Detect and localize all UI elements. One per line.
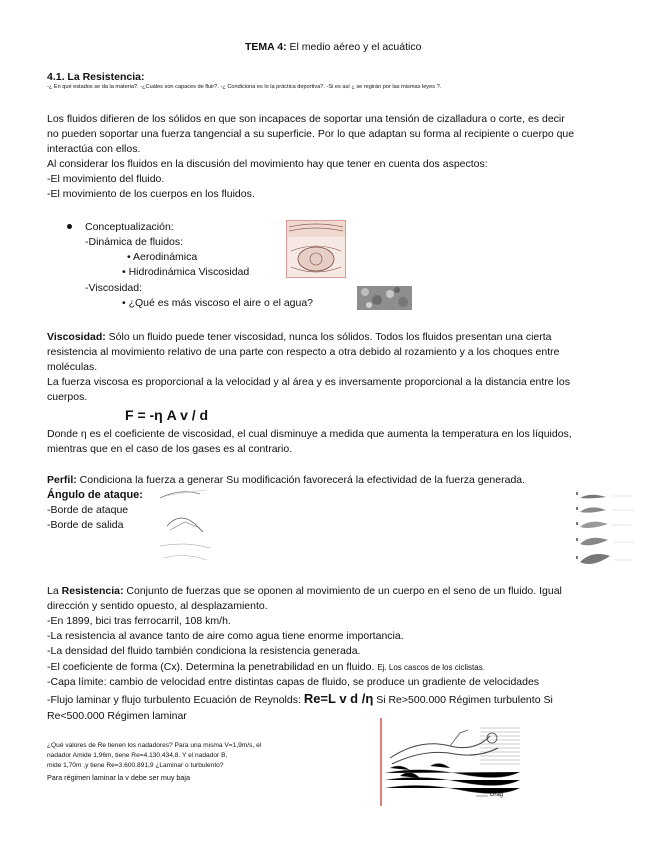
- intro-line: -El movimiento del fluido.: [47, 173, 165, 185]
- viscosidad-line: La fuerza viscosa es proporcional a la velocidad y al área y es inversamente proporcional a la distancia entre los: [47, 376, 570, 388]
- resistencia-line: dirección y sentido opuesto, al desplazamiento.: [47, 600, 268, 612]
- viscosidad-line: moléculas.: [47, 361, 98, 373]
- angulo-ataque-heading: Ángulo de ataque:: [47, 489, 143, 501]
- resistencia-line: La Resistencia: Conjunto de fuerzas que se oponen al movimiento de un cuerpo en el seno de un fluido. Igual: [47, 585, 562, 597]
- coeficiente-line: -El coeficiente de forma (Cx). Determina la penetrabilidad en un fluido. Ej. Los cascos de los ciclistas.: [47, 661, 485, 673]
- question-line: Para régimen laminar la v debe ser muy baja: [47, 773, 191, 782]
- bullet-dot: [67, 224, 72, 229]
- flow-diagram-image: [286, 220, 346, 278]
- intro-line: -El movimiento de los cuerpos en los fluidos.: [47, 188, 255, 200]
- resistencia-line: -La resistencia al avance tanto de aire como agua tiene enorme importancia.: [47, 630, 404, 642]
- concept-dinamica: -Dinámica de fluidos:: [85, 236, 184, 248]
- concept-hidro: • Hidrodinámica Viscosidad: [122, 266, 250, 278]
- intro-line: interactúa con ellos.: [47, 143, 141, 155]
- borde-ataque: -Borde de ataque: [47, 504, 129, 516]
- viscosidad-after-line: Donde η es el coeficiente de viscosidad, el cual disminuye a medida que aumenta la temperatura en los líquidos,: [47, 428, 572, 440]
- reynolds-line-2: Re<500.000 Régimen laminar: [47, 710, 187, 722]
- section-questions: -¿ En qué estados se da la materia?. -¿Cuáles son capaces de fluir?. -¿ Condiciona es lo la práctica deportiva?. -Si es así ¿ se regirán por las mismas leyes ?.: [47, 84, 442, 90]
- viscosity-texture-image: [357, 286, 412, 310]
- concept-question: • ¿Qué es más viscoso el aire o el agua?: [122, 297, 314, 309]
- question-line: ¿Qué valores de Re tienen los nadadores? Para una misma V=1,9m/s, el: [47, 742, 262, 749]
- resistencia-line: -En 1899, bici tras ferrocarril, 108 km/h.: [47, 615, 231, 627]
- intro-line: Los fluidos difieren de los sólidos en que son incapaces de soportar una tensión de cizalladura o corte, es decir: [47, 113, 565, 125]
- viscosity-formula: F = -η A v / d: [125, 407, 209, 423]
- concept-visc: -Viscosidad:: [85, 282, 143, 294]
- page-title: TEMA 4: El medio aéreo y el acuático: [245, 41, 422, 53]
- question-line: mide 1,70m ,y tiene Re=3.600.891,9 ¿Laminar o turbulento?: [47, 762, 224, 769]
- swimmer-caption: Drag: [490, 792, 504, 798]
- viscosidad-line: resistencia al movimiento relativo de una parte con respecto a otra debido al rozamiento y a los choques entre: [47, 346, 560, 358]
- question-line: nadador Amide 1,96m, tiene Re=4.130.434,8. Y el nadador B,: [47, 752, 228, 759]
- capa-limite-line: -Capa límite: cambio de velocidad entre distintas capas de fluido, se produce un gradiente de velocidades: [47, 676, 540, 688]
- angle-of-attack-sketch: [155, 486, 215, 568]
- section-title: 4.1. La Resistencia:: [47, 71, 145, 83]
- airfoil-profiles-image: [576, 490, 638, 574]
- intro-line: no pueden soportar una fuerza tangencial a su superficie. Por lo que adaptan su forma al recipiente o cuerpo que: [47, 128, 575, 140]
- borde-salida: -Borde de salida: [47, 519, 124, 531]
- viscosidad-after-line: mientras que en el caso de los gases es al contrario.: [47, 443, 293, 455]
- reynolds-line: -Flujo laminar y flujo turbulento Ecuación de Reynolds: Re=L v d /η Si Re>500.000 Régimen turbulento Si: [47, 691, 553, 706]
- viscosidad-line: cuerpos.: [47, 391, 88, 403]
- concept-aero: • Aerodinámica: [127, 251, 198, 263]
- swimmer-drag-illustration: [380, 718, 526, 806]
- resistencia-line: -La densidad del fluido también condiciona la resistencia generada.: [47, 645, 361, 657]
- viscosidad-line: Viscosidad: Sólo un fluido puede tener viscosidad, nunca los sólidos. Todos los fluidos presentan una cierta: [47, 331, 552, 343]
- intro-line: Al considerar los fluidos en la discusión del movimiento hay que tener en cuenta dos aspectos:: [47, 158, 488, 170]
- perfil-line: Perfil: Condiciona la fuerza a generar Su modificación favorecerá la efectividad de la fuerza generada.: [47, 474, 526, 486]
- concept-heading: Conceptualización:: [85, 221, 174, 233]
